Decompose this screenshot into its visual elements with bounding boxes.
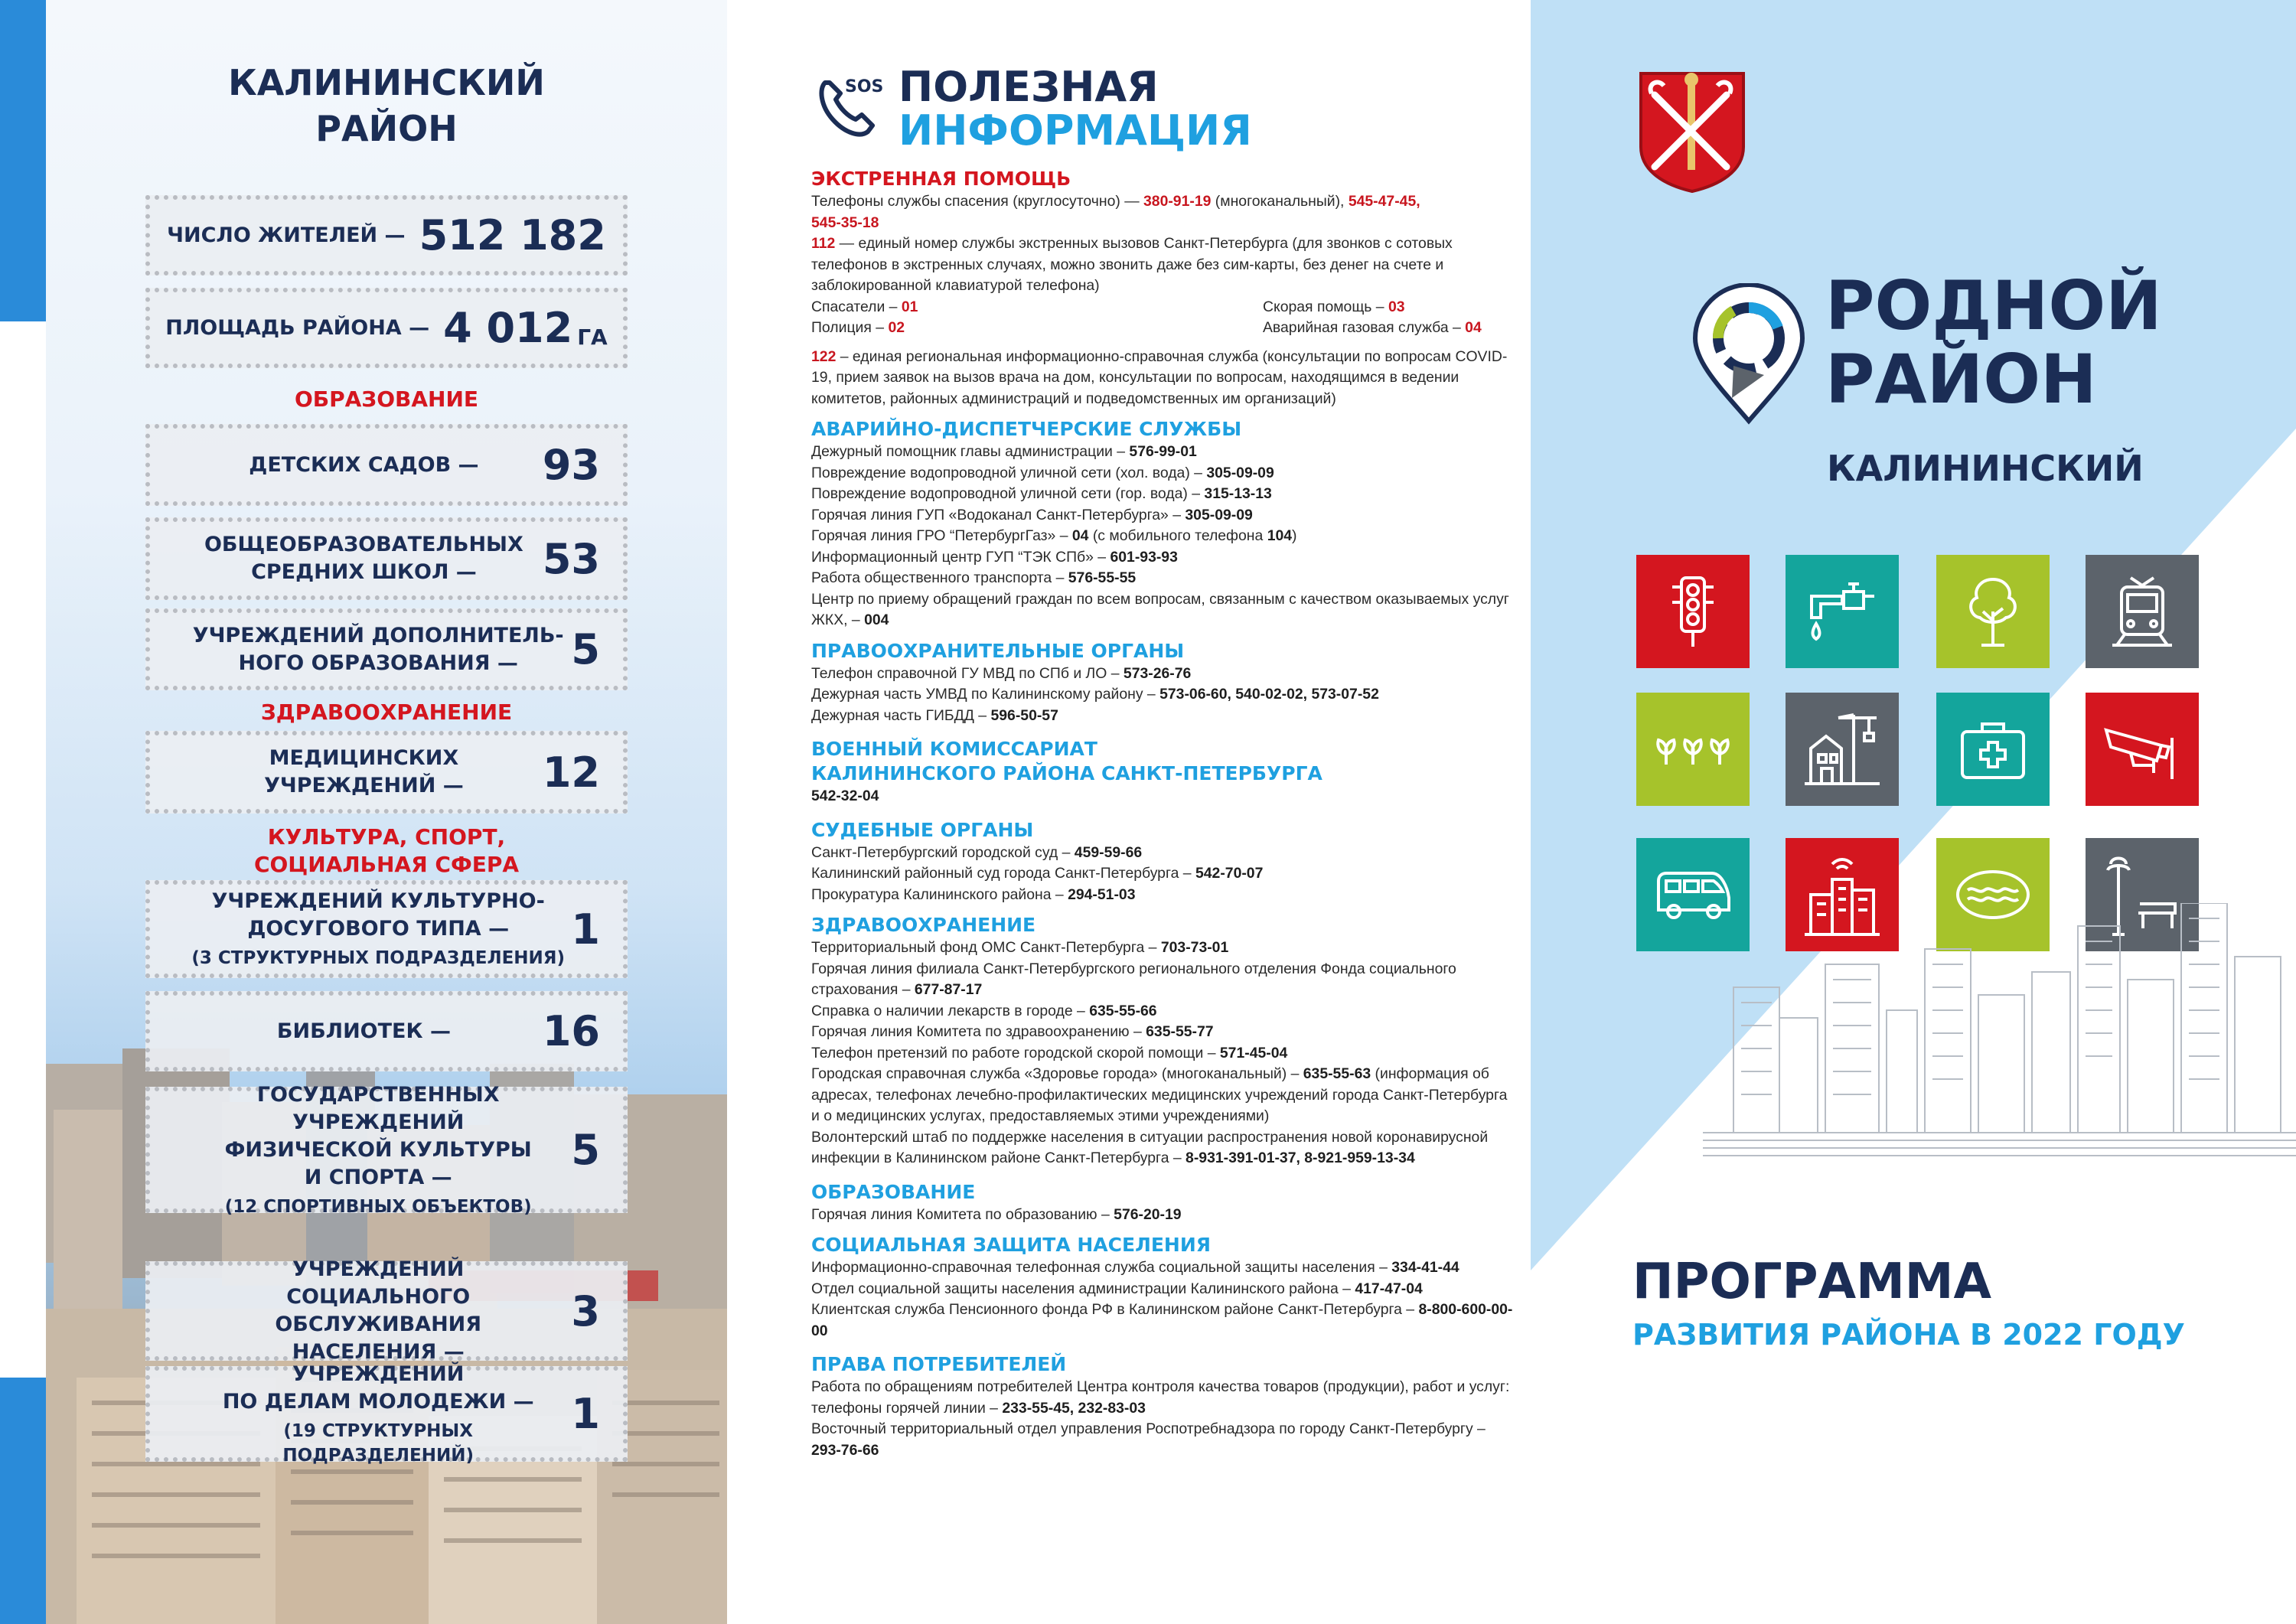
- health-line-5-phone: 571-45-04: [1219, 1044, 1288, 1061]
- social-line-3-text: Клиентская служба Пенсионного фонда РФ в Калининском районе Санкт-Петербурга –: [811, 1301, 1419, 1318]
- health-line-2-text: Горячая линия филиала Санкт-Петербургского регионального отделения Фонда социального страхования –: [811, 960, 1456, 998]
- stat-schools: [145, 517, 628, 600]
- health-line-1: [811, 938, 1515, 959]
- emergency-line-1-text: Телефоны службы спасения (круглосуточно) —: [811, 193, 1143, 210]
- tile-construction: [1786, 693, 1899, 806]
- stat-medical-label: МЕДИЦИНСКИХ УЧРЕЖДЕНИЙ —: [264, 746, 464, 797]
- stat-area-label: ПЛОЩАДЬ РАЙОНА —: [165, 315, 430, 340]
- courts-line-1: [811, 843, 1515, 864]
- stat-culture: [145, 880, 628, 978]
- section-military-heading: [811, 737, 1515, 786]
- district-stats-panel: [46, 0, 727, 1624]
- section-consumer-heading: ПРАВА ПОТРЕБИТЕЛЕЙ: [811, 1353, 1067, 1375]
- stat-schools-label: [185, 531, 543, 586]
- stat-area-value: 4 012: [443, 304, 573, 352]
- social-line-1-text: Информационно-справочная телефонная служба социальной защиты населения –: [811, 1259, 1392, 1276]
- stat-social-service-label: [185, 1256, 571, 1366]
- useful-info-title-line1: ПОЛЕЗНАЯ: [899, 63, 1159, 111]
- courts-line-3-text: Прокуратура Калининского района –: [811, 885, 1068, 903]
- dispatch-line-8-text: Центр по приему обращений граждан по всем вопросам, связанным с качеством оказываемых услуг ЖКХ, –: [811, 590, 1509, 628]
- contacts-list: [811, 167, 1515, 1461]
- stat-additional-education-label-line1: УЧРЕЖДЕНИЙ ДОПОЛНИТЕЛЬ-: [192, 623, 564, 647]
- dispatch-line-2: [811, 463, 1515, 484]
- brand-title-line1: РОДНОЙ: [1825, 266, 2162, 345]
- rescue-line: [811, 297, 1263, 318]
- sprouts-icon: [1651, 719, 1735, 780]
- dispatch-line-7: [811, 568, 1515, 589]
- dispatch-line-2-phone: 305-09-09: [1206, 464, 1274, 481]
- stat-sport-sub: (12 СПОРТИВНЫХ ОБЪЕКТОВ): [224, 1196, 532, 1217]
- police-label: Полиция –: [811, 319, 889, 336]
- useful-info-header: [811, 63, 1252, 155]
- section-military-heading-line2: КАЛИНИНСКОГО РАЙОНА САНКТ-ПЕТЕРБУРГА: [811, 762, 1322, 784]
- section-military-heading-line1: ВОЕННЫЙ КОМИССАРИАТ: [811, 738, 1097, 760]
- stat-additional-education-label-line2: НОГО ОБРАЗОВАНИЯ —: [238, 651, 518, 675]
- coat-of-arms-icon: [1638, 70, 1746, 193]
- health-line-3-text: Справка о наличии лекарств в городе –: [811, 1002, 1090, 1019]
- emergency-line-1-mid: (многоканальный),: [1211, 193, 1349, 210]
- brand-title: [1825, 266, 2162, 419]
- tram-icon: [2108, 573, 2177, 650]
- consumer-line-1: [811, 1377, 1515, 1419]
- stat-social-service-value: 3: [571, 1286, 600, 1335]
- stat-youth-sub: (19 СТРУКТУРНЫХ ПОДРАЗДЕЛЕНИЙ): [282, 1420, 474, 1466]
- stat-schools-label-line2: СРЕДНИХ ШКОЛ —: [251, 560, 477, 584]
- stat-social-service: [145, 1257, 628, 1364]
- dispatch-line-4: [811, 505, 1515, 527]
- dispatch-line-8-phone: 004: [864, 611, 889, 628]
- health-line-2-phone: 677-87-17: [914, 981, 983, 998]
- program-title: ПРОГРАММА: [1632, 1254, 1991, 1310]
- stat-social-service-label-line2: СОЦИАЛЬНОГО ОБСЛУЖИВАНИЯ: [275, 1285, 482, 1336]
- education-line-1: [811, 1205, 1515, 1226]
- stat-youth-label-line1: УЧРЕЖДЕНИЙ: [292, 1361, 465, 1386]
- tile-water: [1786, 555, 1899, 668]
- stat-libraries-label: БИБЛИОТЕК —: [276, 1019, 451, 1043]
- tile-landscaping: [1636, 693, 1750, 806]
- map-pin-logo-icon: [1688, 283, 1810, 425]
- emergency-phone-1: 380-91-19: [1143, 193, 1212, 210]
- courts-line-1-phone: 459-59-66: [1074, 843, 1143, 861]
- stat-residents: [145, 195, 628, 276]
- section-emergency-heading: ЭКСТРЕННАЯ ПОМОЩЬ: [811, 168, 1071, 190]
- dispatch-line-7-phone: 576-55-55: [1068, 569, 1137, 586]
- left-edge-stripe-top: [0, 0, 46, 321]
- stat-social-service-label-line1: УЧРЕЖДЕНИЙ: [292, 1257, 465, 1281]
- section-culture-heading: [46, 823, 727, 879]
- gas-label: Аварийная газовая служба –: [1263, 319, 1466, 336]
- dispatch-line-6: [811, 547, 1515, 569]
- stat-kindergartens: [145, 424, 628, 506]
- health-line-5-text: Телефон претензий по работе городской скорой помощи –: [811, 1044, 1220, 1061]
- emergency-112: 112: [811, 235, 836, 252]
- tree-icon: [1958, 573, 2027, 650]
- section-education-heading: ОБРАЗОВАНИЕ: [294, 386, 479, 412]
- emergency-line-1: [811, 191, 1515, 233]
- stat-kindergartens-value: 93: [542, 441, 600, 489]
- health-line-6-text: Городская справочная служба «Здоровье города» (многоканальный) –: [811, 1065, 1303, 1082]
- stat-sport-label-line2: ФИЗИЧЕСКОЙ КУЛЬТУРЫ: [224, 1137, 532, 1162]
- brand-subtitle: КАЛИНИНСКИЙ: [1827, 448, 2144, 489]
- dispatch-line-5-phone-2: 104: [1267, 527, 1293, 544]
- tile-greenery: [1936, 555, 2050, 668]
- dispatch-line-6-text: Информационный центр ГУП “ТЭК СПб» –: [811, 548, 1110, 566]
- social-line-2: [811, 1279, 1515, 1300]
- education-line-1-phone: 576-20-19: [1114, 1205, 1182, 1223]
- health-line-4: [811, 1022, 1515, 1043]
- sos-label: SOS: [845, 77, 884, 96]
- stat-culture-label-line2: ДОСУГОВОГО ТИПА —: [247, 917, 510, 941]
- district-title-line2: РАЙОН: [315, 108, 458, 149]
- gas-number: 04: [1465, 319, 1482, 336]
- section-culture-heading-line1: КУЛЬТУРА, СПОРТ,: [267, 824, 506, 850]
- emergency-line-3-text: – единая региональная информационно-справочная служба (консультации по вопросам COVID-19, прием заявок на вызов врача на дом, консультации по вопросам, находящимся в ведении комитетов, районных администраций и подведомственных им организаций): [811, 347, 1508, 407]
- section-law-heading: ПРАВООХРАНИТЕЛЬНЫЕ ОРГАНЫ: [811, 639, 1185, 662]
- health-line-1-text: Территориальный фонд ОМС Санкт-Петербурга –: [811, 939, 1161, 956]
- dispatch-line-5: [811, 526, 1515, 547]
- emergency-122: 122: [811, 347, 837, 365]
- dispatch-line-5-mid: (с мобильного телефона: [1088, 527, 1267, 544]
- dispatch-line-5-text: Горячая линия ГРО “ПетербургГаз» –: [811, 527, 1072, 544]
- ambulance-label: Скорая помощь –: [1263, 298, 1388, 315]
- law-line-3-text: Дежурная часть ГИБДД –: [811, 706, 991, 724]
- health-line-6-phone: 635-55-63: [1303, 1065, 1371, 1082]
- construction-icon: [1800, 707, 1884, 791]
- stat-area: [145, 288, 628, 368]
- health-line-1-phone: 703-73-01: [1160, 939, 1229, 956]
- stat-culture-label-line1: УЧРЕЖДЕНИЙ КУЛЬТУРНО-: [211, 889, 545, 913]
- sos-phone-icon: [811, 66, 888, 142]
- health-line-4-phone: 635-55-77: [1146, 1023, 1214, 1040]
- emergency-phone-2: 545-47-45,: [1348, 193, 1420, 210]
- law-line-1-text: Телефон справочной ГУ МВД по СПб и ЛО –: [811, 664, 1124, 682]
- dispatch-line-3: [811, 484, 1515, 505]
- dispatch-line-2-text: Повреждение водопроводной уличной сети (хол. вода) –: [811, 464, 1207, 481]
- law-line-2-phone: 573-06-60, 540-02-02, 573-07-52: [1159, 686, 1379, 703]
- law-line-2-text: Дежурная часть УМВД по Калининскому району –: [811, 686, 1160, 703]
- consumer-line-2-text: Восточный территориальный отдел управления Роспотребнадзора по городу Санкт-Петербургу –: [811, 1420, 1486, 1437]
- social-line-1-phone: 334-41-44: [1391, 1259, 1459, 1276]
- section-social-heading: СОЦИАЛЬНАЯ ЗАЩИТА НАСЕЛЕНИЯ: [811, 1234, 1212, 1256]
- dispatch-line-4-phone: 305-09-09: [1185, 506, 1253, 523]
- courts-line-2-phone: 542-70-07: [1195, 865, 1264, 882]
- tile-traffic-light: [1636, 555, 1750, 668]
- courts-line-1-text: Санкт-Петербургский городской суд –: [811, 843, 1075, 861]
- ambulance-number: 03: [1388, 298, 1405, 315]
- tile-security: [2086, 693, 2199, 806]
- ambulance-line: [1263, 297, 1515, 318]
- emergency-short-numbers: [811, 297, 1515, 339]
- stat-sport-label-line1: ГОСУДАРСТВЕННЫХ УЧРЕЖДЕНИЙ: [256, 1082, 500, 1134]
- health-line-4-text: Горячая линия Комитета по здравоохранению –: [811, 1023, 1146, 1040]
- law-line-3: [811, 706, 1515, 727]
- military-phone: 542-32-04: [811, 788, 879, 804]
- dispatch-line-5-end: ): [1292, 527, 1297, 544]
- dispatch-line-7-text: Работа общественного транспорта –: [811, 569, 1068, 586]
- gas-line: [1263, 318, 1515, 339]
- stat-schools-value: 53: [542, 534, 600, 583]
- section-culture-heading-line2: СОЦИАЛЬНАЯ СФЕРА: [253, 852, 520, 877]
- useful-info-title-line2: ИНФОРМАЦИЯ: [899, 106, 1252, 155]
- stat-residents-label: ЧИСЛО ЖИТЕЛЕЙ —: [167, 223, 406, 247]
- emergency-short-col-1: [811, 297, 1263, 339]
- law-line-3-phone: 596-50-57: [990, 706, 1058, 724]
- stat-youth-label: [185, 1361, 571, 1468]
- rescue-label: Спасатели –: [811, 298, 902, 315]
- useful-info-panel: [765, 0, 1531, 1624]
- stat-culture-label: [185, 888, 571, 970]
- courts-line-2: [811, 863, 1515, 885]
- police-number: 02: [888, 319, 905, 336]
- social-line-2-phone: 417-47-04: [1355, 1280, 1423, 1297]
- health-line-6-end: (информация об адресах, телефонах лечебно-профилактических медицинских учреждений города Санкт-Петербурга и о медицинских услугах, предоставляемых этими учреждениями): [811, 1065, 1508, 1124]
- section-health-info-heading: ЗДРАВООХРАНЕНИЕ: [811, 914, 1036, 936]
- stat-libraries-value: 16: [542, 1007, 600, 1055]
- stat-libraries: [145, 991, 628, 1071]
- section-courts-heading: СУДЕБНЫЕ ОРГАНЫ: [811, 818, 1034, 841]
- district-title: [46, 60, 727, 152]
- stat-schools-label-line1: ОБЩЕОБРАЗОВАТЕЛЬНЫХ: [204, 533, 523, 556]
- social-line-2-text: Отдел социальной защиты населения администрации Калининского района –: [811, 1280, 1355, 1297]
- stat-additional-education-value: 5: [571, 625, 600, 673]
- rescue-number: 01: [901, 298, 918, 315]
- consumer-line-1-text: Работа по обращениям потребителей Центра контроля качества товаров (продукции), работ и услуг: телефоны горячей линии –: [811, 1378, 1510, 1417]
- consumer-line-1-phone: 233-55-45, 232-83-03: [1002, 1399, 1146, 1417]
- consumer-line-2: [811, 1419, 1515, 1461]
- stat-culture-sub: (3 СТРУКТУРНЫХ ПОДРАЗДЕЛЕНИЯ): [191, 948, 565, 968]
- dispatch-line-6-phone: 601-93-93: [1110, 548, 1178, 566]
- health-line-3: [811, 1001, 1515, 1022]
- dispatch-line-8: [811, 589, 1515, 631]
- social-line-3-phone: 8-800-600-00-00: [811, 1301, 1513, 1339]
- dispatch-line-1: [811, 442, 1515, 463]
- dispatch-line-4-text: Горячая линия ГУП «Водоканал Санкт-Петербурга» –: [811, 506, 1186, 523]
- stat-sport-label: [185, 1081, 571, 1219]
- stat-sport: [145, 1082, 628, 1217]
- health-line-5: [811, 1043, 1515, 1065]
- emergency-line-2-text: — единый номер службы экстренных вызовов Санкт-Петербурга (для звонков с сотовых телефонов в экстренных случаях, можно звонить даже без сим-карты, без денег на счете и заблокированной клавиатурой телефона): [811, 235, 1453, 294]
- dispatch-line-5-phone: 04: [1071, 527, 1089, 544]
- cctv-camera-icon: [2100, 715, 2184, 784]
- police-line: [811, 318, 1263, 339]
- stat-medical: [145, 731, 628, 814]
- health-line-7-text: Волонтерский штаб по поддержке населения в ситуации распространения новой коронавирусной инфекции в Калининском районе Санкт-Петербурга –: [811, 1128, 1489, 1166]
- stat-additional-education-label: [185, 622, 571, 677]
- left-edge-stripe-white: [0, 321, 46, 1378]
- brand-title-line2: РАЙОН: [1825, 340, 2097, 419]
- stat-culture-value: 1: [571, 905, 600, 954]
- stat-residents-value: 512 182: [419, 211, 606, 259]
- water-tap-icon: [1804, 573, 1880, 650]
- law-line-2: [811, 684, 1515, 706]
- stat-area-unit: ГА: [577, 324, 608, 350]
- health-line-2: [811, 959, 1515, 1001]
- section-dispatch-heading: АВАРИЙНО-ДИСПЕТЧЕРСКИЕ СЛУЖБЫ: [811, 418, 1242, 440]
- tile-healthcare: [1936, 693, 2050, 806]
- health-line-3-phone: 635-55-66: [1089, 1002, 1157, 1019]
- section-health-heading: ЗДРАВООХРАНЕНИЕ: [260, 699, 513, 725]
- emergency-line-2: [811, 233, 1515, 297]
- law-line-1: [811, 664, 1515, 685]
- stat-social-service-label-line3: НАСЕЛЕНИЯ —: [292, 1340, 465, 1364]
- education-line-1-text: Горячая линия Комитета по образованию –: [811, 1205, 1114, 1223]
- dispatch-line-1-text: Дежурный помощник главы администрации –: [811, 443, 1130, 460]
- section-education-info-heading: ОБРАЗОВАНИЕ: [811, 1180, 976, 1203]
- dispatch-line-3-text: Повреждение водопроводной уличной сети (гор. вода) –: [811, 485, 1205, 502]
- stat-youth-value: 1: [571, 1390, 600, 1438]
- program-subtitle: РАЗВИТИЯ РАЙОНА В 2022 ГОДУ: [1632, 1318, 2185, 1352]
- dispatch-line-1-phone: 576-99-01: [1129, 443, 1197, 460]
- stat-youth: [145, 1361, 628, 1466]
- stat-additional-education: [145, 608, 628, 690]
- city-skyline-outline: [1703, 903, 2296, 1163]
- stat-sport-value: 5: [571, 1126, 600, 1174]
- left-edge-stripe-bottom: [0, 1378, 46, 1624]
- social-line-1: [811, 1257, 1515, 1279]
- traffic-light-icon: [1666, 573, 1720, 650]
- social-line-3: [811, 1300, 1515, 1342]
- dispatch-line-3-phone: 315-13-13: [1204, 485, 1272, 502]
- cover-panel: [1531, 0, 2296, 1624]
- law-line-1-phone: 573-26-76: [1123, 664, 1192, 682]
- first-aid-icon: [1955, 715, 2031, 784]
- courts-line-3: [811, 885, 1515, 906]
- consumer-line-2-phone: 293-76-66: [811, 1441, 879, 1459]
- district-title-line1: КАЛИНИНСКИЙ: [228, 62, 545, 103]
- stat-youth-label-line2: ПО ДЕЛАМ МОЛОДЕЖИ —: [222, 1389, 534, 1414]
- health-line-7: [811, 1127, 1515, 1169]
- tile-transport: [2086, 555, 2199, 668]
- military-line: [811, 786, 1515, 807]
- emergency-short-col-2: [1263, 297, 1515, 339]
- emergency-line-3: [811, 347, 1515, 410]
- courts-line-2-text: Калининский районный суд города Санкт-Петербурга –: [811, 865, 1195, 882]
- courts-line-3-phone: 294-51-03: [1068, 885, 1136, 903]
- health-line-6: [811, 1064, 1515, 1127]
- stat-sport-label-line3: И СПОРТА —: [304, 1165, 452, 1189]
- stat-kindergartens-label: ДЕТСКИХ САДОВ —: [249, 452, 479, 477]
- health-line-7-phone: 8-931-391-01-37, 8-921-959-13-34: [1186, 1150, 1415, 1166]
- stat-medical-value: 12: [542, 748, 600, 797]
- emergency-phone-3: 545-35-18: [811, 214, 879, 231]
